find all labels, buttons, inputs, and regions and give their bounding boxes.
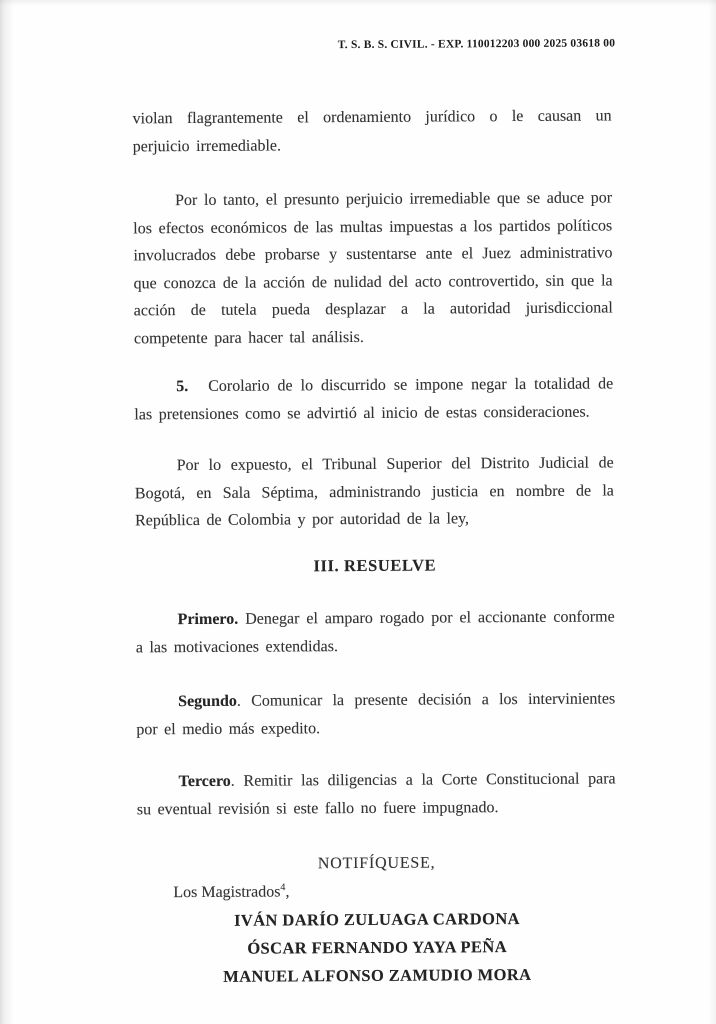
magistrados-comma: , [285,882,290,900]
paragraph-item-5 [134,370,613,428]
ruling-segundo [136,685,615,743]
paragraph-por-lo-expuesto: Por lo expuesto, el Tribunal Superior del Distrito Judicial de Bogotá, en Sala Séptima, administrando justicia en nombre de la República de Colombia y por autoridad de la ley, [134,454,614,530]
judges-list [137,904,617,991]
item-5-number: 5. [176,378,189,396]
ruling-tercero-text: . Remitir las diligencias a la Corte Constitucional para su eventual revisión si este fallo no fuere impugnado. [136,770,616,818]
ruling-segundo-lead: Segundo [178,692,237,711]
paragraph-por-lo-tanto: Por lo tanto, el presunto perjuicio irremediable que se aduce por los efectos económicos de las multas impuestas a los partidos políticos involucrados debe probarse y sustentarse ante el Juez administrativo que conozca de la acción de nulidad del acto controvertido, sin que la acción de tutela pueda desplazar a la autoridad jurisdiccional competente para hacer tal análisis. [133,189,613,347]
case-reference-header: T. S. B. S. CIVIL. - EXP. 110012203 000 2025 03618 00 [337,37,616,52]
footnote-reference-marker: 4 [280,881,286,893]
paragraph-irremediable: violan flagrantemente el ordenamiento jurídico o le causan un perjuicio irremediable. [132,107,612,155]
page-right-edge-shadow [708,0,716,1024]
ruling-tercero-lead: Tercero [178,772,231,791]
judge-name: IVÁN DARÍO ZULUAGA CARDONA [233,908,520,930]
resuelve-heading: III. RESUELVE [313,555,437,575]
ruling-primero-text: Denegar el amparo rogado por el accionante conforme a las motivaciones extendidas. [135,608,615,656]
judge-name: MANUEL ALFONSO ZAMUDIO MORA [223,964,532,986]
page-left-edge-shadow [0,0,14,1024]
magistrados-label: Los Magistrados [173,882,281,901]
judge-name: ÓSCAR FERNANDO YAYA PEÑA [247,936,508,958]
ruling-primero-lead: Primero. [177,610,239,629]
ruling-segundo-text: . Comunicar la presente decisión a los intervinientes por el medio más expedito. [136,690,616,738]
page-top-edge-shadow [0,0,716,6]
document-body [133,102,617,990]
item-5-text: Corolario de lo discurrido se impone negar la totalidad de las pretensiones como se advirtió al inicio de estas consideraciones. [134,375,614,423]
magistrados-line [137,876,616,907]
ruling-primero [136,603,615,661]
notifiquese-line: NOTIFÍQUESE, [317,854,436,873]
ruling-tercero [137,765,616,823]
